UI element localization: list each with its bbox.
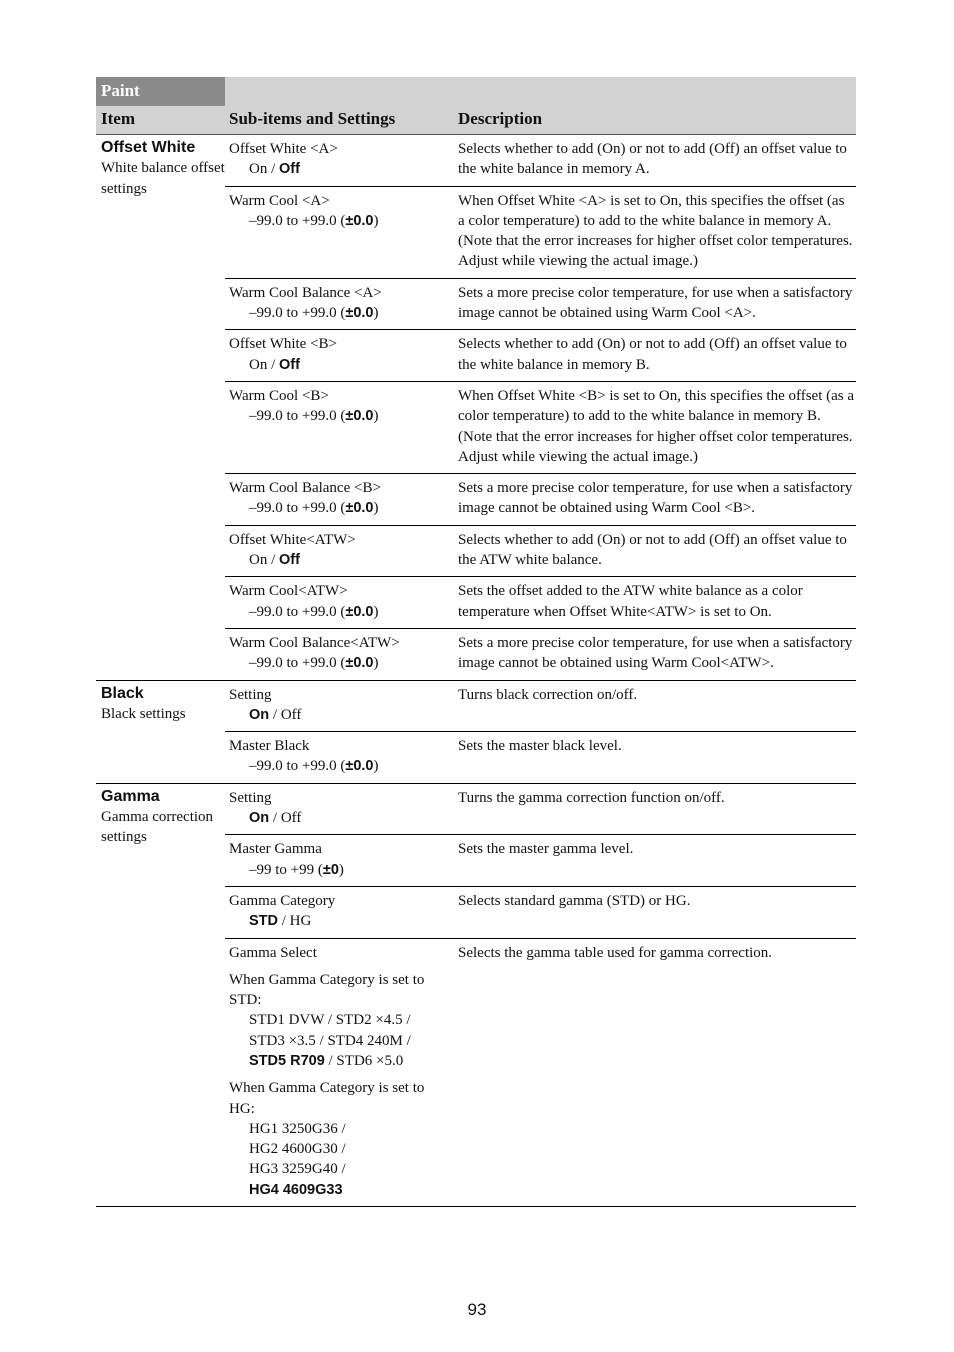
item-title: Black bbox=[101, 684, 144, 702]
default-value: ±0.0 bbox=[345, 603, 374, 620]
sub-item-name: Master Gamma bbox=[229, 841, 322, 858]
option-a: On bbox=[249, 356, 268, 373]
default-option: STD5 R709 bbox=[249, 1052, 325, 1069]
value-close: ) bbox=[373, 655, 379, 672]
value-close: ) bbox=[373, 408, 379, 425]
sub-item-name: Warm Cool <A> bbox=[229, 192, 330, 209]
spacer bbox=[229, 1071, 450, 1078]
item-description: Gamma correction settings bbox=[101, 808, 214, 846]
std-options bbox=[229, 1051, 450, 1071]
table-row bbox=[225, 135, 856, 187]
sub-item-cell bbox=[225, 887, 454, 938]
sub-item-cell bbox=[225, 629, 454, 680]
setting-values bbox=[229, 550, 450, 570]
option-b: Off bbox=[280, 706, 302, 723]
setting-values bbox=[229, 159, 450, 179]
table-header bbox=[96, 77, 856, 135]
default-option: HG4 4609G33 bbox=[249, 1181, 343, 1198]
sub-item-cell bbox=[225, 681, 454, 732]
sub-item-name: Gamma Select bbox=[229, 944, 317, 961]
description-cell: Sets the master black level. bbox=[458, 738, 622, 755]
option-b: HG bbox=[289, 913, 312, 930]
value-close: ) bbox=[373, 603, 379, 620]
description-cell: Turns black correction on/off. bbox=[458, 686, 638, 703]
item-description: Black settings bbox=[101, 705, 186, 722]
sub-item-cell bbox=[225, 135, 454, 186]
setting-values bbox=[229, 355, 450, 375]
description-cell: Selects whether to add (On) or not to add (Off) an offset value to the white balance in memory B. bbox=[458, 336, 847, 373]
page-number: 93 bbox=[467, 1300, 487, 1319]
option-a: On bbox=[249, 810, 270, 827]
default-value: ±0.0 bbox=[345, 408, 374, 425]
setting-values bbox=[229, 756, 450, 776]
table-row bbox=[225, 887, 856, 939]
sub-rows bbox=[225, 135, 856, 680]
sub-item-name: Warm Cool Balance<ATW> bbox=[229, 634, 400, 651]
sub-rows bbox=[225, 784, 856, 1206]
option-b: Off bbox=[279, 161, 300, 178]
table-row bbox=[225, 835, 856, 887]
table-row bbox=[225, 629, 856, 680]
description-cell: Selects the gamma table used for gamma correction. bbox=[458, 944, 773, 961]
setting-values bbox=[229, 653, 450, 673]
option-a: STD bbox=[249, 913, 278, 930]
header-item: Item bbox=[101, 109, 135, 128]
default-value: ±0.0 bbox=[345, 500, 374, 517]
description-cell: Sets a more precise color temperature, for use when a satisfactory image cannot be obtained using Warm Cool<ATW>. bbox=[458, 634, 853, 672]
table-row bbox=[225, 526, 856, 578]
option-a: On bbox=[249, 706, 270, 723]
setting-values bbox=[229, 211, 450, 231]
sub-item-name: Warm Cool Balance <B> bbox=[229, 480, 381, 497]
sub-item-cell bbox=[225, 784, 454, 835]
value-range: –99.0 to +99.0 ( bbox=[249, 655, 346, 672]
table-section bbox=[96, 681, 856, 784]
std-options: STD1 DVW / STD2 ×4.5 / bbox=[249, 1012, 411, 1029]
sub-item-cell bbox=[225, 526, 454, 577]
default-value: ±0.0 bbox=[345, 758, 374, 775]
value-close: ) bbox=[373, 500, 379, 517]
sub-item-cell bbox=[225, 330, 454, 381]
description-cell: When Offset White <A> is set to On, this specifies the offset (as a color temperature) to add to the white balance in memory A. (Note that the error increases for higher offset color temperatures. Adjust while viewing the actual image.) bbox=[458, 192, 853, 270]
item-description: White balance offset settings bbox=[101, 160, 225, 197]
option-separator: / bbox=[269, 706, 281, 723]
option-b: Off bbox=[280, 810, 302, 827]
item-title: Offset White bbox=[101, 139, 196, 156]
table-row bbox=[225, 784, 856, 836]
setting-values bbox=[229, 705, 450, 725]
value-range: –99.0 to +99.0 ( bbox=[249, 500, 346, 517]
settings-table bbox=[96, 135, 856, 1207]
description-cell: Turns the gamma correction function on/off. bbox=[458, 789, 725, 806]
option-separator: / bbox=[267, 161, 280, 178]
sub-item-name: Setting bbox=[229, 686, 272, 703]
item-title: Gamma bbox=[101, 787, 160, 805]
setting-values bbox=[229, 498, 450, 518]
description-cell: Selects whether to add (On) or not to add (Off) an offset value to the ATW white balance. bbox=[458, 531, 847, 569]
std-options-rest: / STD6 ×5.0 bbox=[324, 1052, 404, 1069]
description-cell: Sets a more precise color temperature, for use when a satisfactory image cannot be obtained using Warm Cool <B>. bbox=[458, 480, 853, 517]
option-separator: / bbox=[278, 913, 290, 930]
description-cell: Selects standard gamma (STD) or HG. bbox=[458, 892, 691, 909]
sub-item-name: Offset White <B> bbox=[229, 336, 338, 353]
table-row bbox=[225, 382, 856, 474]
sub-item-cell bbox=[225, 474, 454, 525]
table-row bbox=[225, 330, 856, 382]
value-close: ) bbox=[373, 212, 379, 229]
value-range: –99.0 to +99.0 ( bbox=[249, 305, 346, 322]
setting-values bbox=[229, 602, 450, 622]
std-options: STD3 ×3.5 / STD4 240M / bbox=[249, 1032, 411, 1049]
table-row bbox=[225, 279, 856, 331]
item-cell bbox=[96, 681, 225, 783]
sub-item-cell bbox=[225, 835, 454, 886]
sub-rows bbox=[225, 681, 856, 783]
table-section bbox=[96, 784, 856, 1207]
sub-item-cell bbox=[225, 279, 454, 330]
value-range: –99.0 to +99.0 ( bbox=[249, 603, 346, 620]
sub-item-name: Master Black bbox=[229, 738, 310, 755]
sub-item-name: Warm Cool <B> bbox=[229, 387, 329, 404]
sub-item-name: Offset White <A> bbox=[229, 141, 338, 157]
header-sub-items: Sub-items and Settings bbox=[229, 109, 396, 128]
option-separator: / bbox=[267, 356, 280, 373]
table-row bbox=[225, 577, 856, 629]
hg-option: HG3 3259G40 / bbox=[249, 1161, 346, 1178]
item-cell bbox=[96, 135, 225, 680]
header-description: Description bbox=[458, 109, 543, 128]
value-range: –99.0 to +99.0 ( bbox=[249, 758, 346, 775]
option-b: Off bbox=[279, 356, 300, 373]
option-a: On bbox=[249, 161, 268, 178]
hg-option: HG2 4600G30 / bbox=[249, 1141, 346, 1158]
sub-item-cell bbox=[225, 382, 454, 473]
default-value: ±0.0 bbox=[345, 655, 374, 672]
setting-values bbox=[229, 808, 450, 828]
sub-item-cell bbox=[225, 732, 454, 783]
setting-values bbox=[229, 860, 450, 880]
sub-item-cell bbox=[225, 187, 454, 278]
sub-item-cell bbox=[225, 577, 454, 628]
description-cell: Sets the offset added to the ATW white balance as a color temperature when Offset White<ATW> is set to On. bbox=[458, 583, 803, 620]
value-close: ) bbox=[373, 758, 379, 775]
description-cell: Sets a more precise color temperature, for use when a satisfactory image cannot be obtained using Warm Cool <A>. bbox=[458, 284, 853, 322]
option-separator: / bbox=[269, 810, 281, 827]
sub-item-name: Warm Cool Balance <A> bbox=[229, 284, 382, 301]
description-cell: Sets the master gamma level. bbox=[458, 841, 634, 858]
hg-intro: When Gamma Category is set to HG: bbox=[229, 1080, 425, 1117]
value-range: –99.0 to +99.0 ( bbox=[249, 212, 346, 229]
hg-option: HG1 3250G36 / bbox=[249, 1120, 346, 1137]
table-row bbox=[225, 187, 856, 279]
sub-item-cell bbox=[225, 939, 454, 1207]
sub-item-name: Gamma Category bbox=[229, 892, 336, 909]
spacer bbox=[229, 963, 450, 970]
table-row bbox=[225, 732, 856, 783]
table-row bbox=[225, 474, 856, 526]
table-row bbox=[225, 939, 856, 1207]
sub-item-name: Warm Cool<ATW> bbox=[229, 583, 348, 600]
option-a: On bbox=[249, 552, 268, 569]
value-range: –99 to +99 ( bbox=[249, 861, 323, 878]
default-value: ±0 bbox=[322, 861, 339, 878]
description-cell: When Offset White <B> is set to On, this specifies the offset (as a color temperature) to add to the white balance in memory B. (Note that the error increases for higher offset color temperatures. Adjust while viewing the actual image.) bbox=[458, 387, 855, 465]
section-tab-paint: Paint bbox=[96, 77, 225, 106]
option-separator: / bbox=[267, 552, 280, 569]
default-value: ±0.0 bbox=[345, 212, 374, 229]
table-section bbox=[96, 135, 856, 681]
setting-values bbox=[229, 406, 450, 426]
item-cell bbox=[96, 784, 225, 1206]
value-close: ) bbox=[373, 305, 379, 322]
option-b: Off bbox=[279, 552, 300, 569]
sub-item-name: Setting bbox=[229, 789, 272, 806]
value-range: –99.0 to +99.0 ( bbox=[249, 408, 346, 425]
setting-values bbox=[229, 303, 450, 323]
description-cell: Selects whether to add (On) or not to add (Off) an offset value to the white balance in memory A. bbox=[458, 141, 847, 178]
default-value: ±0.0 bbox=[345, 305, 374, 322]
setting-values bbox=[229, 911, 450, 931]
sub-item-name: Offset White<ATW> bbox=[229, 531, 356, 548]
value-close: ) bbox=[338, 861, 344, 878]
table-row bbox=[225, 681, 856, 733]
std-intro: When Gamma Category is set to STD: bbox=[229, 971, 425, 1009]
